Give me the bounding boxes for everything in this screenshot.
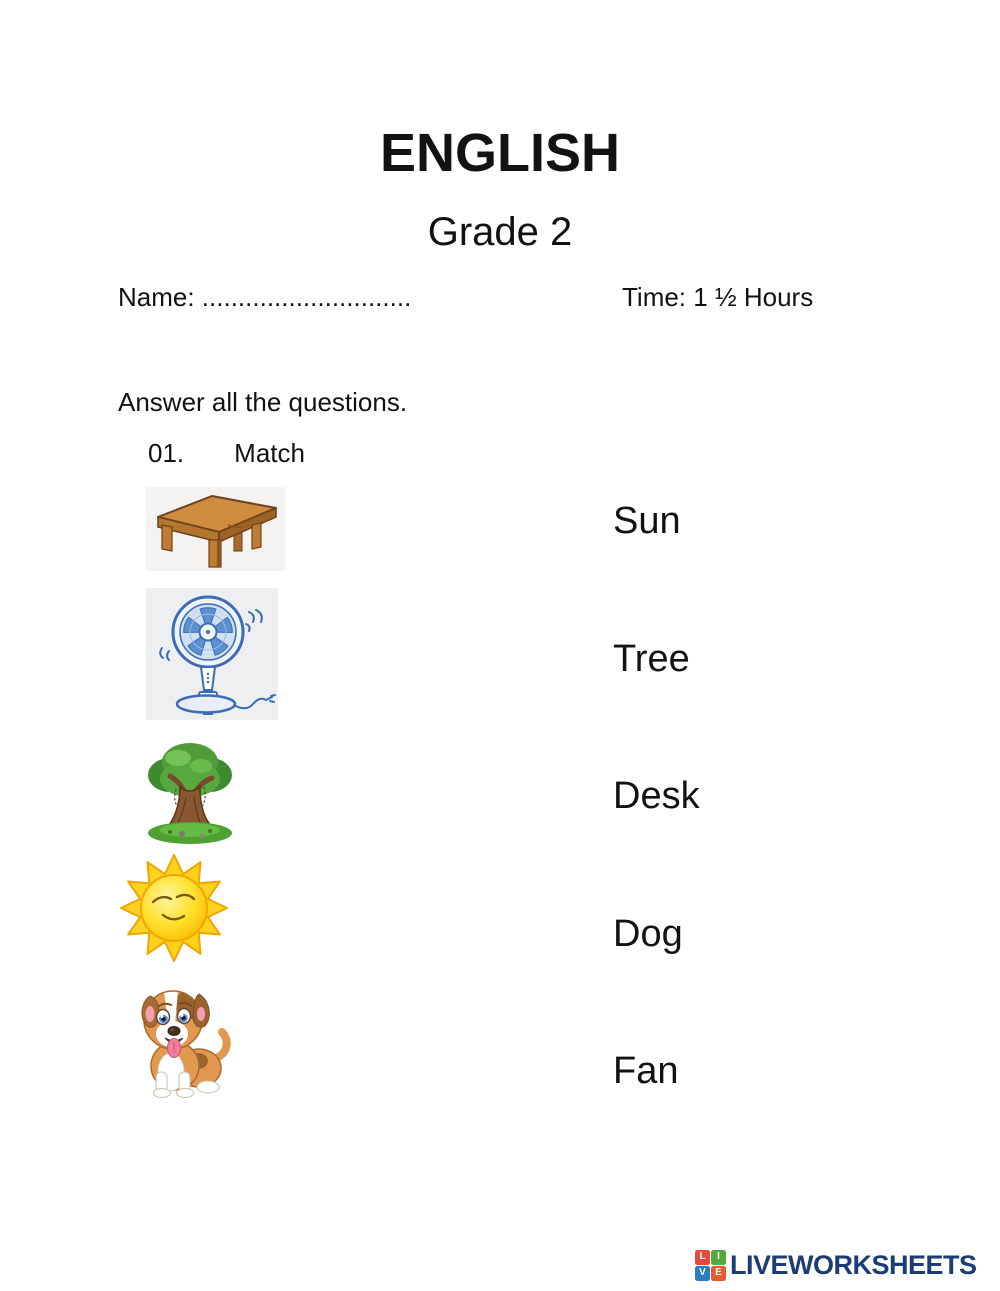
logo-square-l: L	[695, 1250, 710, 1265]
time-label: Time: 1 ½ Hours	[622, 282, 814, 312]
fan-illustration	[146, 588, 278, 720]
match-word-sun[interactable]: Sun	[613, 500, 681, 542]
match-word-desk[interactable]: Desk	[613, 775, 700, 817]
question-row	[148, 438, 305, 469]
table-image[interactable]	[146, 487, 285, 571]
fan-image[interactable]	[146, 588, 278, 720]
tree-image[interactable]	[140, 735, 240, 847]
logo-square-i: I	[711, 1250, 726, 1265]
question-title: Match	[234, 438, 305, 468]
logo-square-e: E	[711, 1266, 726, 1281]
sun-image[interactable]	[113, 852, 235, 965]
page-subtitle: Grade 2	[427, 210, 573, 254]
match-word-dog[interactable]: Dog	[613, 913, 683, 955]
sun-illustration	[113, 852, 235, 965]
instruction-text: Answer all the questions.	[118, 387, 408, 417]
table-illustration	[146, 487, 285, 571]
dog-image[interactable]	[123, 976, 241, 1098]
brand-name: LIVEWORKSHEETS	[730, 1249, 977, 1280]
tree-illustration	[140, 735, 240, 847]
name-field-line: Name: .............................	[118, 282, 412, 312]
meta-row	[118, 282, 882, 313]
logo-square-v: V	[695, 1266, 710, 1281]
liveworksheets-grid-icon	[695, 1250, 726, 1281]
page-title: ENGLISH	[379, 123, 621, 183]
liveworksheets-logo[interactable]	[695, 1248, 977, 1282]
match-word-fan[interactable]: Fan	[613, 1050, 679, 1092]
question-number: 01.	[148, 438, 185, 468]
match-word-tree[interactable]: Tree	[613, 638, 690, 680]
dog-illustration	[123, 976, 241, 1098]
